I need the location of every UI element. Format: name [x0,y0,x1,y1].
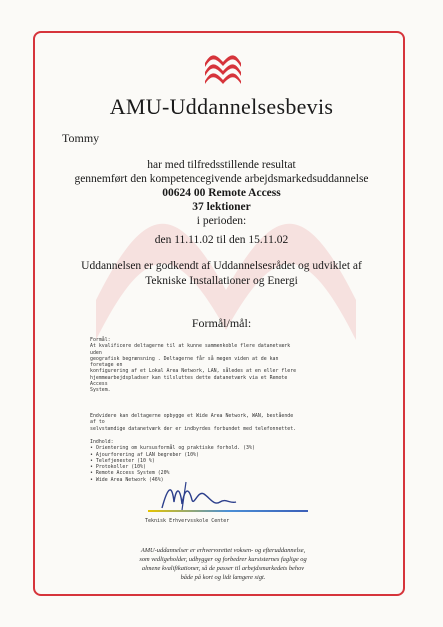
purpose-heading: Formål/mål: [191,316,252,330]
amu-logo-icon [203,53,243,85]
period-dates: den 11.11.02 til den 15.11.02 [154,234,289,246]
recipient-name: Tommy [62,131,100,145]
contents-list: Indhold: • Orientering om kursusformål og praktiske forhold. (3%) • Ajourforering af LAN begreber (10%) • Telefjenester (10 %) • Protokoller (10%) • Remote Access System (20% • Wide Area Network (46%) [90,439,255,483]
footer-text: AMU-uddannelser er erhvervsrettet voksen- og efteruddannelse, som vedligeholder, udbygger og forbedrer kursisternes faglige og almene kvalifikationer, så de passer til arbejdsmarkedets behov både på kort og lidt længere sigt. [139,547,307,581]
lesson-count: 37 lektioner [192,201,251,213]
certificate-title: AMU-Uddannelsesbevis [109,94,334,119]
purpose-text: Formål: At kvalificere deltagerne til at kunne sammenkoble flere datanetværk uden geografisk begrænsning . Deltagerne får så megen viden at de kan foretage en konfigurering af et Lokal Area Network, LAN, således at en eller flere hjemmearbejdspladser kan tilsluttes dette datanetværk via et Remote Access System. [90,337,297,393]
purpose-text-2: Endvidere kan deltagerne opbygge et Wide Area Network, WAN, bestående af to selvstændige datanetværk der er indbyrdes forbundet med telefonnettet. [90,413,297,432]
period-label: i perioden: [196,215,247,227]
course-code: 00624 00 Remote Access [162,187,281,199]
signature-caption: Teknisk Erhvervsskole Center [145,518,230,524]
body-line-2: gennemført den kompetencegivende arbejdsmarkedsuddannelse [74,173,369,185]
body-line-1: har med tilfredsstillende resultat [147,159,296,171]
signature-image [158,480,238,514]
approval-line-1: Uddannelsen er godkendt af Uddannelsesrådet og udviklet af [81,260,362,272]
signature-line [148,510,308,512]
approval-line-2: Tekniske Installationer og Energi [145,275,298,287]
